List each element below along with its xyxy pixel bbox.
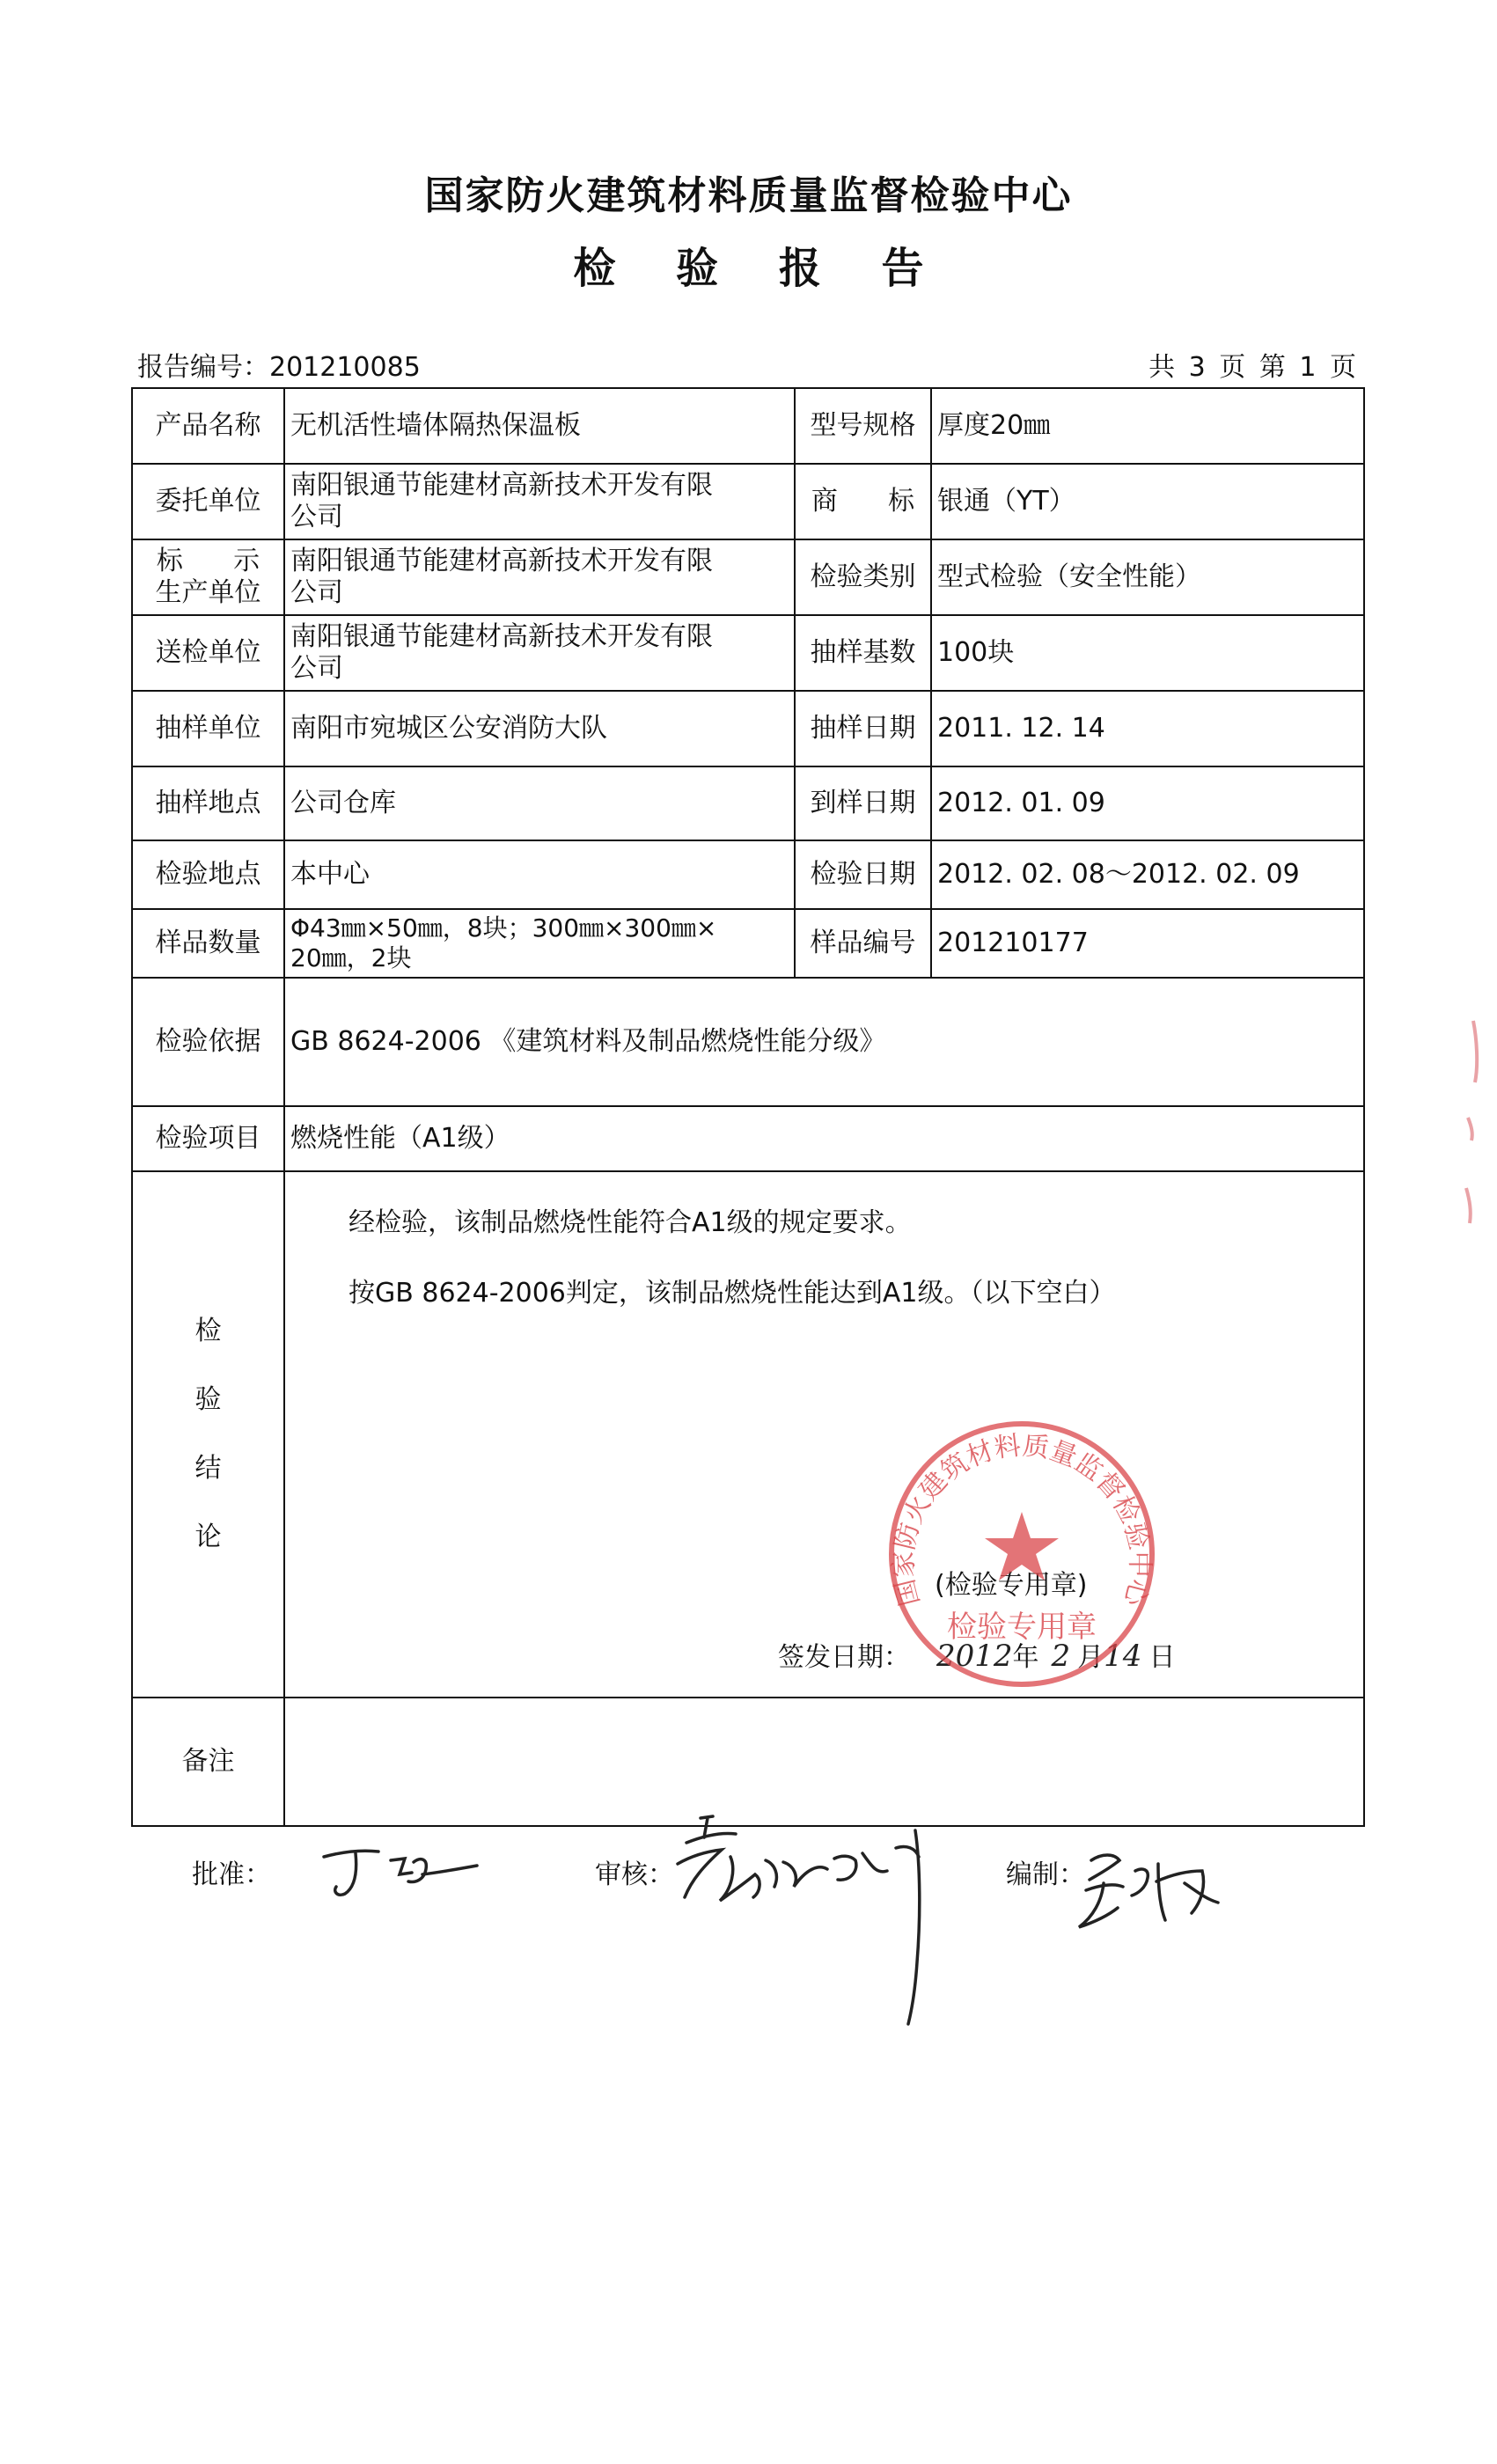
org-title: 国家防火建筑材料质量监督检验中心 (424, 173, 1073, 218)
sample-qty-label: 样品数量 (132, 909, 284, 978)
sample-qty-value (284, 909, 795, 978)
table-row (132, 464, 1364, 539)
basis-label: 检验依据 (132, 978, 284, 1106)
sampling-unit-value: 南阳市宛城区公安消防大队 (284, 691, 795, 766)
seal-bottom-text: 检验专用章 (947, 1610, 1097, 1645)
sampling-unit-label: 抽样单位 (132, 691, 284, 766)
sampling-place-label: 抽样地点 (132, 766, 284, 840)
table-row (132, 840, 1364, 909)
test-place-label: 检验地点 (132, 840, 284, 909)
client-value (284, 464, 795, 539)
conclusion-cell (284, 1171, 1364, 1698)
sample-no-label: 样品编号 (795, 909, 931, 978)
issue-year: 2012 (936, 1639, 1013, 1674)
client-label: 委托单位 (132, 464, 284, 539)
test-place-value: 本中心 (284, 840, 795, 909)
table-row (132, 388, 1364, 464)
review-label: 审核： (595, 1859, 674, 1890)
product-name-value: 无机活性墙体隔热保温板 (284, 388, 795, 464)
manufacturer-value (284, 539, 795, 615)
table-row (132, 1698, 1364, 1826)
submitter-value (284, 615, 795, 691)
seal-star-icon (985, 1512, 1059, 1580)
sampling-date-label: 抽样日期 (795, 691, 931, 766)
table-row (132, 1106, 1364, 1171)
table-row (132, 539, 1364, 615)
preparer-signature (1074, 1844, 1232, 1941)
issue-month: 2 (1051, 1639, 1071, 1674)
report-table (131, 387, 1365, 1827)
page-indicator: 共 3 页 第 1 页 (1148, 352, 1359, 383)
sample-qty-value-line1: Φ43㎜×50㎜，8块；300㎜×300㎜× (290, 913, 717, 942)
item-label: 检验项目 (132, 1106, 284, 1171)
table-row (132, 766, 1364, 840)
sample-base-value: 100块 (931, 615, 1364, 691)
remarks-value (284, 1698, 1364, 1826)
document-title: 检 验 报 告 (573, 244, 947, 293)
manufacturer-value-line1: 南阳银通节能建材高新技术开发有限 (290, 546, 713, 576)
report-number-label: 报告编号： (137, 352, 269, 383)
test-date-label: 检验日期 (795, 840, 931, 909)
model-label: 型号规格 (795, 388, 931, 464)
conclusion-char: 验 (194, 1384, 222, 1415)
submitter-value-line1: 南阳银通节能建材高新技术开发有限 (290, 621, 713, 652)
client-value-line2: 公司 (290, 502, 343, 532)
conclusion-char: 检 (194, 1316, 222, 1346)
edge-stamp-mark (1450, 1012, 1486, 1241)
issue-date-label: 签发日期： (778, 1642, 910, 1673)
official-seal-stamp (886, 1419, 1157, 1690)
table-row (132, 909, 1364, 978)
submitter-value-line2: 公司 (290, 653, 343, 684)
conclusion-char: 结 (194, 1453, 222, 1484)
manufacturer-label-line2: 生产单位 (155, 577, 261, 608)
manufacturer-value-line2: 公司 (290, 577, 343, 608)
seal-ring-text: 国家防火建筑材料质量监督检验中心 (888, 1430, 1156, 1610)
test-type-label: 检验类别 (795, 539, 931, 615)
day-char: 日 (1148, 1642, 1176, 1673)
table-row (132, 978, 1364, 1106)
remarks-label: 备注 (132, 1698, 284, 1826)
client-value-line1: 南阳银通节能建材高新技术开发有限 (290, 470, 713, 501)
prepare-label: 编制： (1006, 1859, 1085, 1890)
issue-day: 14 (1104, 1639, 1142, 1674)
conclusion-line1: 经检验，该制品燃烧性能符合A1级的规定要求。 (349, 1207, 912, 1238)
table-row (132, 691, 1364, 766)
manufacturer-label-line1: 标 示 (156, 546, 261, 576)
product-name-label: 产品名称 (132, 388, 284, 464)
year-char: 年 (1012, 1642, 1039, 1673)
seal-label: (检验专用章) (935, 1570, 1088, 1601)
table-row (132, 1171, 1364, 1698)
basis-value: GB 8624-2006 《建筑材料及制品燃烧性能分级》 (284, 978, 1364, 1106)
reviewer-signature (651, 1813, 959, 2033)
arrival-date-label: 到样日期 (795, 766, 931, 840)
manufacturer-label (132, 539, 284, 615)
conclusion-line2: 按GB 8624-2006判定，该制品燃烧性能达到A1级。（以下空白） (349, 1278, 1116, 1309)
item-value: 燃烧性能（A1级） (284, 1106, 1364, 1171)
test-date-value: 2012. 02. 08～2012. 02. 09 (931, 840, 1364, 909)
report-number-value: 201210085 (269, 352, 421, 383)
approver-signature (317, 1839, 484, 1910)
table-row (132, 615, 1364, 691)
conclusion-char: 论 (194, 1522, 222, 1552)
sample-qty-value-line2: 20㎜，2块 (290, 943, 412, 972)
sample-no-value: 201210177 (931, 909, 1364, 978)
sampling-place-value: 公司仓库 (284, 766, 795, 840)
arrival-date-value: 2012. 01. 09 (931, 766, 1364, 840)
conclusion-label (132, 1171, 284, 1698)
brand-value: 银通（YT） (931, 464, 1364, 539)
month-char: 月 (1077, 1642, 1104, 1673)
model-value: 厚度20㎜ (931, 388, 1364, 464)
sample-base-label: 抽样基数 (795, 615, 931, 691)
submitter-label: 送检单位 (132, 615, 284, 691)
test-type-value: 型式检验（安全性能） (931, 539, 1364, 615)
brand-label: 商 标 (795, 464, 931, 539)
report-number (137, 345, 421, 384)
sampling-date-value: 2011. 12. 14 (931, 691, 1364, 766)
approve-label: 批准： (192, 1859, 271, 1890)
